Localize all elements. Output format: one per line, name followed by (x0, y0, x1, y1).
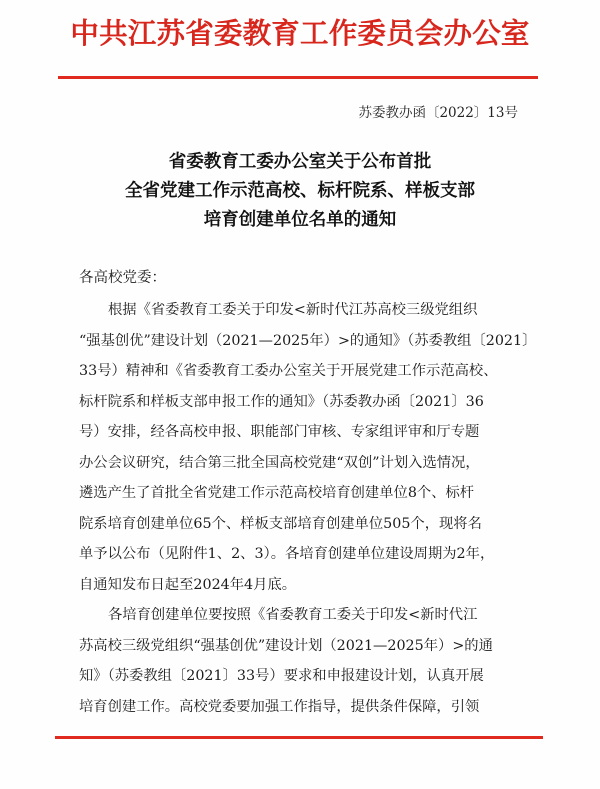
body-line: “强基创优”建设计划（2021—2025年）>的通知》（苏委教组〔2021〕 (79, 332, 537, 349)
body-line: 知》（苏委教组〔2021〕33号）要求和申报建设计划，认真开展 (79, 668, 484, 684)
notice-title-line-1: 省委教育工委办公室关于公布首批 (168, 152, 432, 172)
body-line: 院系培育创建单位65个、样板支部培育创建单位505个，现将名 (79, 515, 482, 532)
notice-title-line-3: 培育创建单位名单的通知 (203, 210, 397, 230)
body-line: 培育创建工作。高校党委要加强工作指导，提供条件保障，引领 (79, 698, 480, 715)
body-line: 办公会议研究，结合第三批全国高校党建“双创”计划入选情况， (79, 454, 480, 471)
footer-red-rule (55, 736, 543, 739)
document-number: 苏委教办函〔2022〕13号 (358, 105, 518, 121)
salutation: 各高校党委： (79, 270, 166, 286)
body-line: 标杆院系和样板支部申报工作的通知》（苏委教办函〔2021〕36 (79, 393, 484, 410)
notice-title (0, 148, 600, 235)
body-line: 号）安排，经各高校申报、职能部门审核、专家组评审和厅专题 (79, 424, 480, 440)
body-line: 苏高校三级党组织“强基创优”建设计划（2021—2025年）>的通 (79, 637, 493, 654)
body-line: 遴选产生了首批全省党建工作示范高校培育创建单位8个、标杆 (79, 485, 475, 501)
body-line: 各培育创建单位要按照《省委教育工委关于印发<新时代江 (108, 607, 478, 623)
letterhead-title: 中共江苏省委教育工作委员会办公室 (70, 17, 530, 50)
body-line: 33号）精神和《省委教育工委办公室关于开展党建工作示范高校、 (79, 363, 498, 379)
notice-title-line-2: 全省党建工作示范高校、标杆院系、样板支部 (125, 181, 475, 201)
notice-body (79, 295, 539, 722)
body-line: 单予以公布（见附件1、2、3）。各培育创建单位建设周期为2年， (79, 546, 495, 562)
body-line: 自通知发布日起至2024年4月底。 (79, 576, 297, 593)
letterhead-red-rule (58, 76, 538, 79)
body-line: 根据《省委教育工委关于印发<新时代江苏高校三级党组织 (108, 302, 478, 318)
